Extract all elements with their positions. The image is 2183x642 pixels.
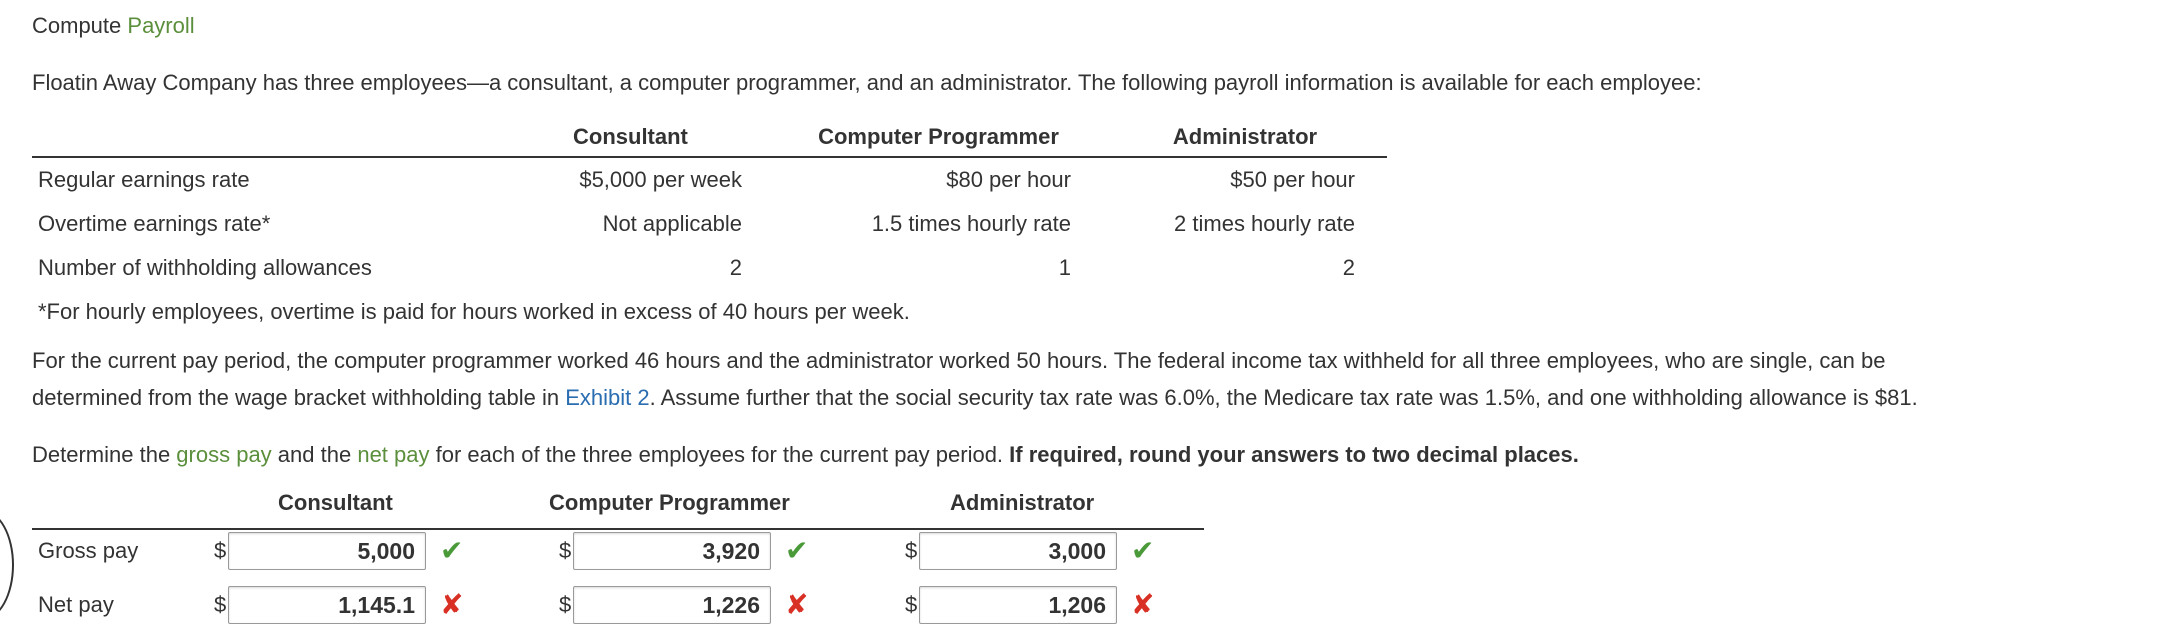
currency-symbol: $: [559, 538, 572, 563]
title-prefix: Compute: [32, 13, 128, 38]
info-header-programmer: Computer Programmer: [774, 118, 1103, 157]
answer-row-gross-pay: [32, 526, 1204, 578]
currency-symbol: $: [559, 592, 572, 617]
net-pay-programmer-input[interactable]: [573, 586, 771, 624]
info-cell: 1.5 times hourly rate: [871, 211, 1071, 236]
info-cell: Not applicable: [602, 211, 742, 236]
cross-icon: ✘: [785, 589, 809, 620]
net-pay-consultant-input[interactable]: [228, 586, 426, 624]
page-title: [32, 13, 195, 39]
instruction-part: for each of the three employees for the current pay period.: [429, 442, 1010, 467]
info-header-blank: [32, 118, 532, 157]
scenario-line-2-post: . Assume further that the social security tax rate was 6.0%, the Medicare tax rate was 1.5%, and one withholding allowance is $81.: [649, 385, 1918, 410]
scenario-line-1: For the current pay period, the computer programmer worked 46 hours and the administrator worked 50 hours. The federal income tax withheld for all three employees, who are single, can be: [32, 348, 1886, 373]
check-icon: ✔: [440, 535, 464, 566]
instruction-part: and the: [271, 442, 358, 467]
info-cell: $80 per hour: [946, 167, 1071, 192]
focus-circle-indicator: [0, 510, 14, 620]
scenario-line-2-pre: determined from the wage bracket withholding table in: [32, 385, 566, 410]
info-cell: 1: [1058, 255, 1071, 280]
info-cell: $50 per hour: [1230, 167, 1355, 192]
cross-icon: ✘: [1131, 589, 1155, 620]
info-row-regular-rate: [32, 157, 1387, 202]
info-footnote: *For hourly employees, overtime is paid for hours worked in excess of 40 hours per week.: [38, 299, 910, 324]
check-icon: ✔: [1131, 535, 1155, 566]
title-highlight: Payroll: [127, 13, 195, 38]
check-icon: ✔: [785, 535, 809, 566]
answer-header-administrator: Administrator: [950, 490, 1095, 515]
info-row-overtime-rate: [32, 202, 1387, 246]
currency-symbol: $: [905, 592, 918, 617]
info-footnote-row: [32, 290, 1387, 334]
payroll-info-table: [32, 118, 1387, 334]
info-row-allowances: [32, 246, 1387, 290]
scenario-line-2: [32, 379, 1918, 416]
info-cell: 2: [1342, 255, 1355, 280]
answer-row-net-pay: [32, 580, 1204, 632]
gross-pay-programmer-input[interactable]: [573, 532, 771, 570]
currency-symbol: $: [905, 538, 918, 563]
answer-header-row: [32, 490, 1204, 530]
exhibit-2-link[interactable]: Exhibit 2: [565, 385, 650, 410]
scenario-text: [32, 342, 1918, 416]
net-pay-administrator-input[interactable]: [919, 586, 1117, 624]
rounding-instruction: If required, round your answers to two decimal places.: [1009, 442, 1579, 467]
gross-pay-consultant-input[interactable]: [228, 532, 426, 570]
info-header-row: [32, 118, 1387, 157]
cross-icon: ✘: [440, 589, 464, 620]
answer-row-label: Gross pay: [38, 538, 139, 563]
currency-symbol: $: [214, 592, 227, 617]
answer-header-programmer: Computer Programmer: [549, 490, 790, 515]
info-row-label: Overtime earnings rate*: [38, 211, 271, 236]
gross-pay-term[interactable]: gross pay: [176, 442, 272, 467]
answer-row-label: Net pay: [38, 592, 114, 617]
net-pay-term[interactable]: net pay: [357, 442, 430, 467]
info-row-label: Regular earnings rate: [38, 167, 250, 192]
gross-pay-administrator-input[interactable]: [919, 532, 1117, 570]
info-header-consultant: Consultant: [532, 118, 774, 157]
info-row-label: Number of withholding allowances: [38, 255, 372, 280]
instruction-part: Determine the: [32, 442, 177, 467]
answer-header-consultant: Consultant: [278, 490, 393, 515]
info-cell: $5,000 per week: [579, 167, 742, 192]
info-header-administrator: Administrator: [1103, 118, 1387, 157]
instruction-text: [32, 436, 1579, 473]
info-cell: 2: [729, 255, 742, 280]
info-cell: 2 times hourly rate: [1174, 211, 1355, 236]
intro-text: Floatin Away Company has three employees—a consultant, a computer programmer, and an administrator. The following payroll information is available for each employee:: [32, 70, 1702, 95]
currency-symbol: $: [214, 538, 227, 563]
